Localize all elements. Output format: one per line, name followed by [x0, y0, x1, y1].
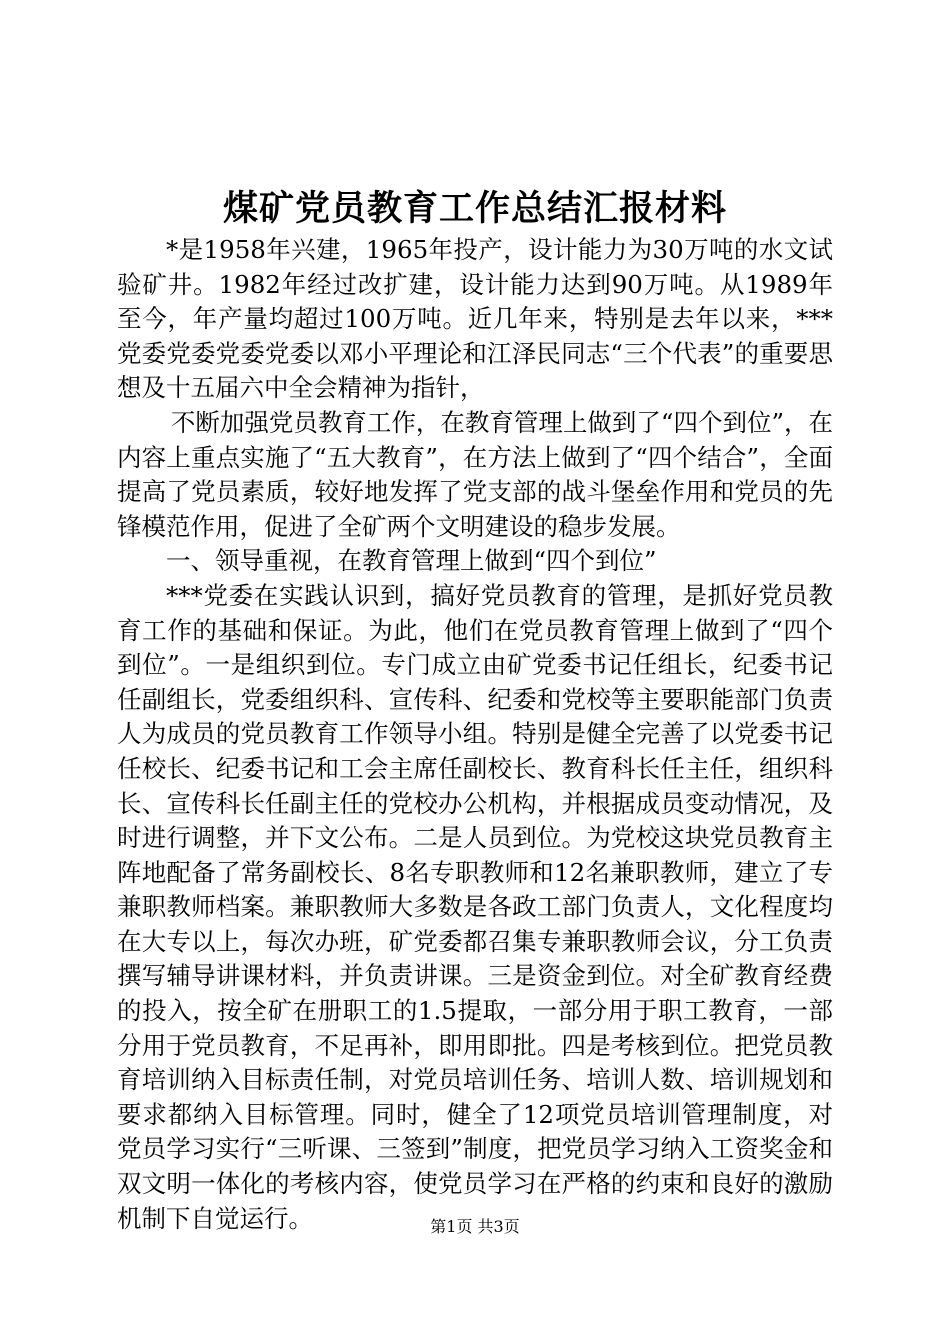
paragraph-intro: *是1958年兴建，1965年投产，设计能力为30万吨的水文试验矿井。1982年经过改扩建，设计能力达到90万吨。从1989年至今，年产量均超过100万吨。近几年来，特别是去年以来，***党委党委党委党委以邓小平理论和江泽民同志“三个代表”的重要思想及十五届六中全会精神为指针， [117, 235, 833, 403]
paragraph-summary: 不断加强党员教育工作，在教育管理上做到了“四个到位”，在内容上重点实施了“五大教育”，在方法上做到了“四个结合”，全面提高了党员素质，较好地发挥了党支部的战斗堡垒作用和党员的先锋模范作用，促进了全矿两个文明建设的稳步发展。 [117, 407, 833, 541]
page-footer: 第1页 共3页 [430, 1217, 520, 1236]
paragraph-section-one: ***党委在实践认识到，搞好党员教育的管理，是抓好党员教育工作的基础和保证。为此，他们在党员教育管理上做到了“四个到位”。一是组织到位。专门成立由矿党委书记任组长，纪委书记任副组长，党委组织科、宣传科、纪委和党校等主要职能部门负责人为成员的党员教育工作领导小组。特别是健全完善了以党委书记任校长、纪委书记和工会主席任副校长、教育科长任主任，组织科长、宣传科长任副主任的党校办公机构，并根据成员变动情况，及时进行调整，并下文公布。二是人员到位。为党校这块党员教育主阵地配备了常务副校长、8名专职教师和12名兼职教师，建立了专兼职教师档案。兼职教师大多数是各政工部门负责人，文化程度均在大专以上，每次办班，矿党委都召集专兼职教师会议，分工负责撰写辅导讲课材料，并负责讲课。三是资金到位。对全矿教育经费的投入，按全矿在册职工的1.5提取，一部分用于职工教育，一部分用于党员教育，不足再补，即用即批。四是考核到位。把党员教育培训纳入目标责任制，对党员培训任务、培训人数、培训规划和要求都纳入目标管理。同时，健全了12项党员培训管理制度，对党员学习实行“三听课、三签到”制度，把党员学习纳入工资奖金和双文明一体化的考核内容，使党员学习在严格的约束和良好的激励机制下自觉运行。 [117, 580, 833, 1233]
section-heading: 一、领导重视，在教育管理上做到“四个到位” [166, 546, 657, 576]
document-title: 煤矿党员教育工作总结汇报材料 [222, 188, 727, 229]
document-body [117, 233, 833, 1236]
